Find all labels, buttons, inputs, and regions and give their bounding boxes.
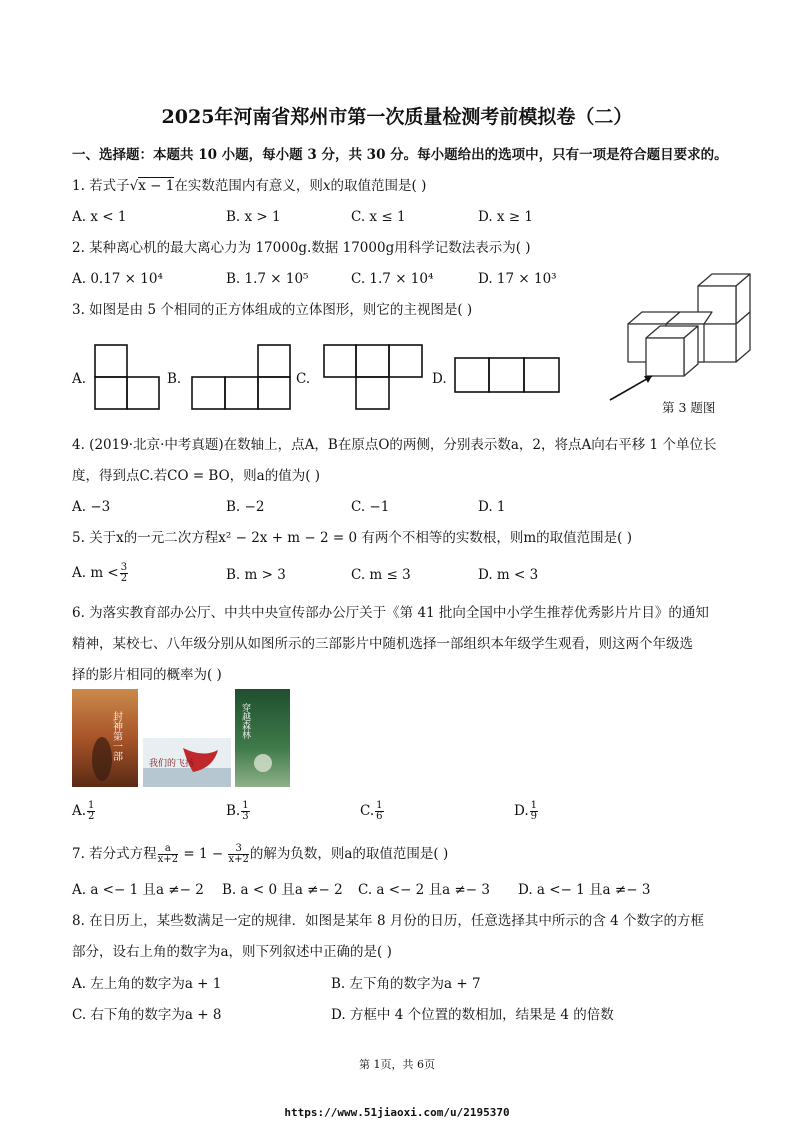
q1-option-c: C. x ≤ 1 xyxy=(351,209,406,225)
q3-option-a-figure xyxy=(94,344,162,410)
q2-option-a: A. 0.17 × 10⁴ xyxy=(72,271,163,287)
fraction: $\frac{1}{9}$ xyxy=(530,800,538,822)
page-footer: 第 1页，共 6页 xyxy=(359,1058,435,1071)
q6-option-b: B. $\frac{1}{3}$ xyxy=(226,800,249,822)
q5-option-a: A. m < $\frac{3}{2}$ xyxy=(72,562,128,584)
question-6-line2: 精神，某校七、八年级分别从如图所示的三部影片中随机选择一部组织本年级学生观看，则这两个年级选 xyxy=(72,636,693,652)
q3-option-c-figure xyxy=(323,344,423,410)
q1-option-d: D. x ≥ 1 xyxy=(478,209,534,225)
poster-2-title: 我们的飞扬 xyxy=(149,759,195,769)
q5-option-d: D. m < 3 xyxy=(478,567,539,583)
question-1-stem: 1. 若式子√x − 1在实数范围内有意义，则x的取值范围是( ) xyxy=(72,178,427,194)
q4-option-d: D. 1 xyxy=(478,499,506,515)
q3-option-a-label: A. xyxy=(72,371,87,387)
q5-option-c: C. m ≤ 3 xyxy=(351,567,411,583)
q8-option-a: A. 左上角的数字为a + 1 xyxy=(72,976,222,992)
q8-option-c: C. 右下角的数字为a + 8 xyxy=(72,1007,222,1023)
question-8-line1: 8. 在日历上，某些数满足一定的规律．如图是某年 8 月份的日历，任意选择其中所示的含 4 个数字的方框 xyxy=(72,913,705,929)
q1-option-b: B. x > 1 xyxy=(226,209,281,225)
q4-option-b: B. −2 xyxy=(226,499,265,515)
question-5-stem: 5. 关于x的一元二次方程x² − 2x + m − 2 = 0 有两个不相等的实数根，则m的取值范围是( ) xyxy=(72,530,632,546)
q7-option-b: B. a < 0 且a ≠− 2 xyxy=(222,882,343,898)
question-4-line1: 4. (2019·北京·中考真题)在数轴上，点A，B在原点O的两侧，分别表示数a，2，将点A向右平移 1 个单位长 xyxy=(72,437,717,453)
q3-solid-figure xyxy=(600,268,760,408)
question-7-stem: 7. 若分式方程 $\frac{a}{x+2}$ = 1 − $\frac{3}{x+2}$ 的解为负数，则a的取值范围是( ) xyxy=(72,843,449,865)
exam-title: 2025年河南省郑州市第一次质量检测考前模拟卷（二） xyxy=(161,106,633,128)
q1-option-a: A. x < 1 xyxy=(72,209,127,225)
question-6-line1: 6. 为落实教育部办公厅、中共中央宣传部办公厅关于《第 41 批向全国中小学生推荐优秀影片片目》的通知 xyxy=(72,605,709,621)
movie-poster-2 xyxy=(143,738,231,787)
q2-option-d: D. 17 × 10³ xyxy=(478,271,557,287)
question-4-line2: 度，得到点C.若CO = BO，则a的值为( ) xyxy=(72,468,321,484)
q7-option-d: D. a <− 1 且a ≠− 3 xyxy=(518,882,651,898)
fraction: $\frac{1}{2}$ xyxy=(88,800,95,822)
q6-option-d: D. $\frac{1}{9}$ xyxy=(514,800,538,822)
q8-option-b: B. 左下角的数字为a + 7 xyxy=(331,976,481,992)
section-heading: 一、选择题：本题共 10 小题，每小题 3 分，共 30 分。每小题给出的选项中，只有一项是符合题目要求的。 xyxy=(72,147,728,163)
q3-option-d-label: D. xyxy=(432,371,447,387)
fraction: $\frac{1}{3}$ xyxy=(242,800,249,822)
q4-option-c: C. −1 xyxy=(351,499,390,515)
q5-option-b: B. m > 3 xyxy=(226,567,286,583)
question-8-line2: 部分，设右上角的数字为a，则下列叙述中正确的是( ) xyxy=(72,944,392,960)
fraction: $\frac{1}{6}$ xyxy=(376,800,383,822)
q3-option-d-figure xyxy=(454,357,560,393)
q6-option-c: C. $\frac{1}{6}$ xyxy=(360,800,383,822)
sqrt-sign: √x − 1 xyxy=(129,178,175,194)
fraction: $\frac{3}{x+2}$ xyxy=(228,843,249,865)
q7-option-c: C. a <− 2 且a ≠− 3 xyxy=(358,882,490,898)
question-2-stem: 2. 某种离心机的最大离心力为 17000g.数据 17000g用科学记数法表示为( ) xyxy=(72,240,531,256)
watermark-url[interactable]: https://www.51jiaoxi.com/u/2195370 xyxy=(284,1106,510,1119)
poster-3-title: 穿越森林 xyxy=(240,703,250,739)
q3-option-c-label: C. xyxy=(296,371,311,387)
movie-poster-1 xyxy=(72,689,138,787)
q2-option-b: B. 1.7 × 10⁵ xyxy=(226,271,309,287)
q2-option-c: C. 1.7 × 10⁴ xyxy=(351,271,434,287)
q3-option-b-figure xyxy=(191,344,291,410)
fraction: $\frac{3}{2}$ xyxy=(120,562,128,584)
q3-figure-caption: 第 3 题图 xyxy=(662,400,716,415)
question-3-stem: 3. 如图是由 5 个相同的正方体组成的立体图形，则它的主视图是( ) xyxy=(72,302,473,318)
q8-option-d: D. 方框中 4 个位置的数相加，结果是 4 的倍数 xyxy=(331,1007,614,1023)
fraction: $\frac{a}{x+2}$ xyxy=(157,843,179,865)
q3-option-b-label: B. xyxy=(167,371,182,387)
q7-option-a: A. a <− 1 且a ≠− 2 xyxy=(72,882,204,898)
question-6-line3: 择的影片相同的概率为( ) xyxy=(72,667,222,683)
q6-option-a: A. $\frac{1}{2}$ xyxy=(72,800,95,822)
poster-1-title: 封神第一部 xyxy=(110,711,122,761)
movie-poster-3 xyxy=(235,689,290,787)
q4-option-a: A. −3 xyxy=(72,499,111,515)
